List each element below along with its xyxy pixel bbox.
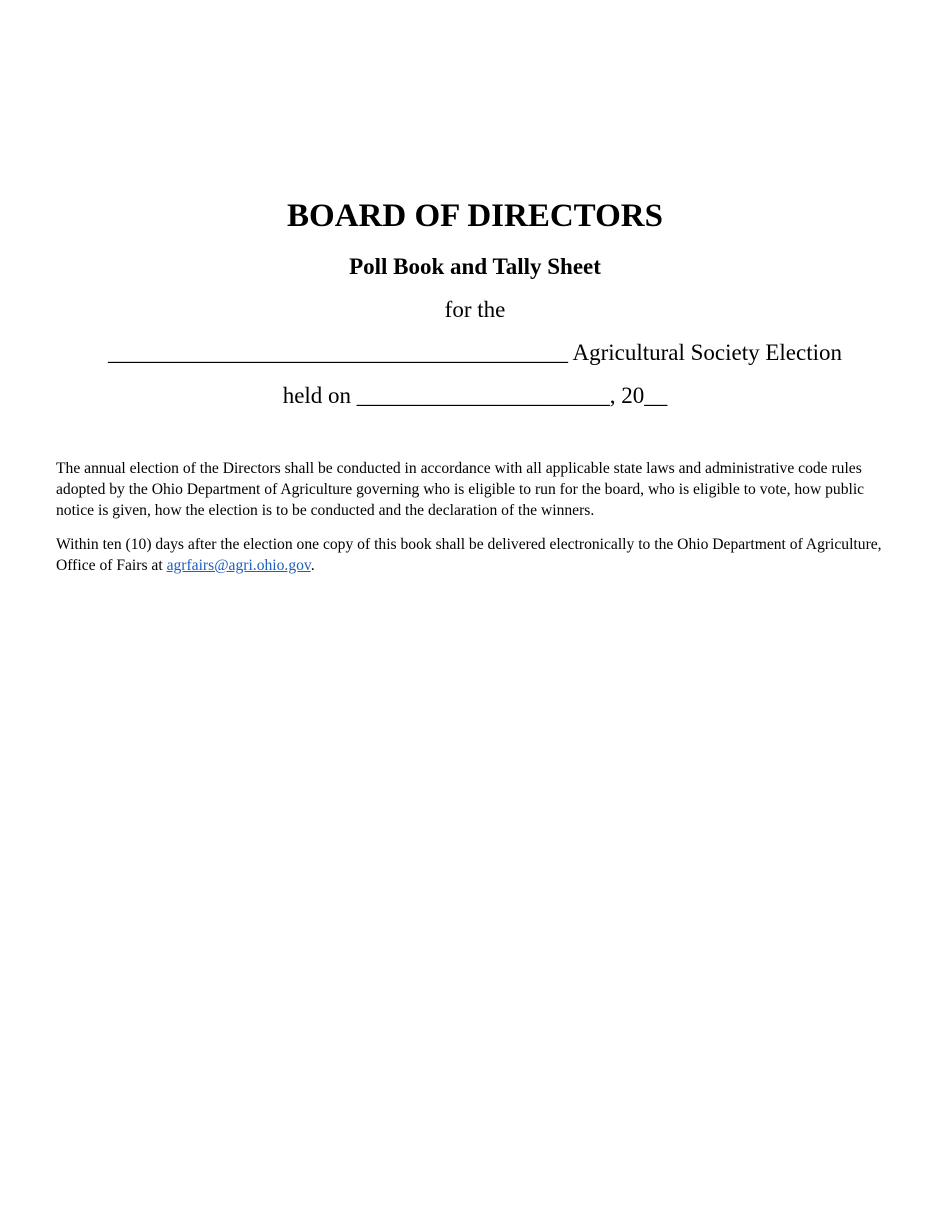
society-election-line bbox=[0, 339, 950, 367]
held-on-line bbox=[0, 382, 950, 410]
delivery-text-end: . bbox=[310, 557, 315, 574]
document-title: BOARD OF DIRECTORS bbox=[287, 198, 663, 234]
for-the-text: for the bbox=[444, 297, 506, 322]
year-prefix: , 20 bbox=[609, 383, 645, 408]
election-date-blank[interactable]: ______________________ bbox=[356, 383, 610, 408]
election-rules-paragraph: The annual election of the Directors shall be conducted in accordance with all applicable state laws and administrative code rules adopted by the Ohio Department of Agriculture governing who is eligible to run for the board, who is eligible to vote, how public notice is given, how the election is to be conducted and the declaration of the winners. bbox=[56, 460, 865, 519]
delivery-text: Within ten (10) days after the election one copy of this book shall be delivered electronically to the Ohio Department of Agriculture, Office of Fairs at bbox=[56, 536, 882, 574]
society-name-blank[interactable]: ________________________________________ bbox=[107, 340, 568, 365]
year-blank[interactable]: __ bbox=[644, 383, 668, 408]
society-election-label: Agricultural Society Election bbox=[567, 340, 842, 365]
held-on-label: held on bbox=[282, 383, 357, 408]
document-subtitle: Poll Book and Tally Sheet bbox=[349, 254, 601, 279]
delivery-instructions-paragraph bbox=[56, 534, 896, 576]
office-of-fairs-email-link[interactable]: agrfairs@agri.ohio.gov bbox=[166, 557, 311, 574]
